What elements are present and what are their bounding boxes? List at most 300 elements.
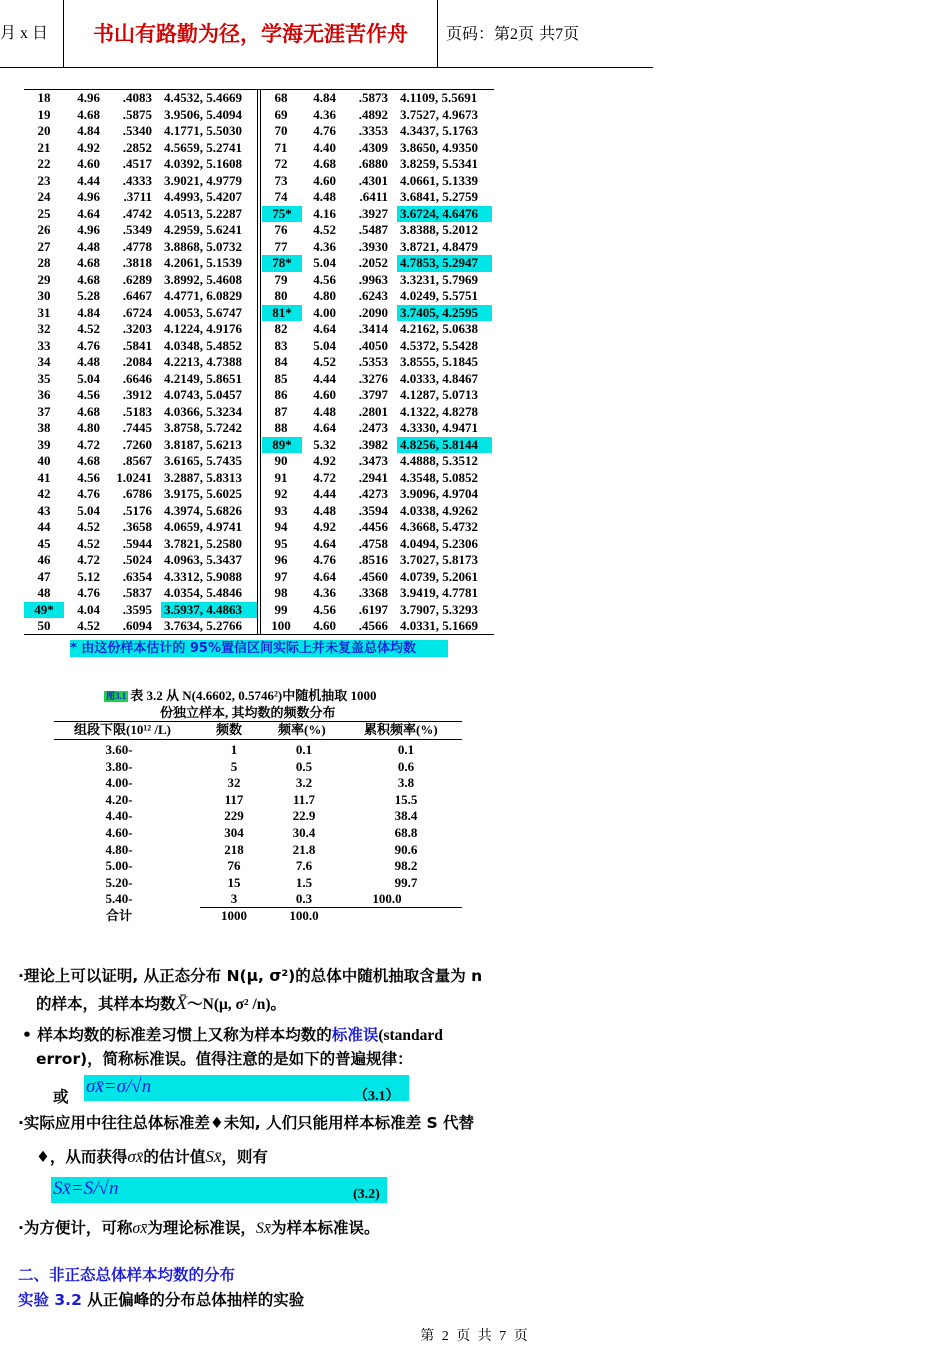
table-cell: 218	[224, 841, 244, 857]
table-cell: 3.80-	[105, 758, 133, 774]
table-cell: 1.0241	[116, 469, 152, 485]
table-cell: 4.44	[313, 486, 336, 501]
text: 为理论标准误，	[147, 1219, 256, 1237]
table-row	[54, 842, 462, 859]
table-row	[24, 90, 494, 107]
table-cell: .5875	[122, 106, 152, 122]
table-cell: 4.0333, 4.8467	[400, 370, 478, 386]
table-cell: 75*	[262, 206, 302, 223]
table-cell: 100	[271, 618, 291, 633]
table-cell: 3.8650, 4.9350	[400, 139, 478, 155]
table-cell: 4.16	[313, 205, 336, 221]
table-cell: 4.7853, 5.2947	[397, 255, 492, 272]
table-cell: 4.76	[77, 337, 100, 353]
table-cell: 3.9096, 4.9704	[400, 486, 478, 501]
table-cell: 46	[37, 552, 51, 567]
table-cell: 4.0659, 4.9741	[164, 519, 242, 534]
table-row	[24, 255, 494, 272]
table-cell: .6243	[358, 288, 388, 303]
table-cell: .3927	[358, 205, 388, 221]
table-cell: 5.04	[77, 370, 100, 386]
table-cell: 4.80-	[105, 841, 133, 857]
table-cell: 15.5	[394, 791, 418, 807]
table-cell: 4.76	[313, 123, 336, 138]
table-cell: .2090	[358, 304, 388, 320]
table-cell: 74	[274, 189, 288, 204]
table-cell: 68.8	[394, 825, 418, 840]
table-cell: 18	[37, 90, 51, 105]
table-row	[54, 891, 462, 908]
table-cell: 76	[227, 858, 241, 874]
table-cell: .2941	[358, 469, 388, 485]
table-cell: .6411	[359, 189, 388, 204]
table-row	[54, 759, 462, 776]
table-cell: .6724	[122, 304, 152, 320]
table-cell: 4.0513, 5.2287	[164, 205, 242, 221]
table-cell: 3.8868, 5.0732	[164, 238, 242, 254]
paragraph-practice-cont	[36, 1147, 268, 1167]
table-cell: 4.68	[77, 106, 100, 122]
table-cell: 4.2162, 5.0638	[400, 321, 478, 336]
table-cell: 4.1287, 5.0713	[400, 387, 478, 402]
table-cell: 4.52	[77, 618, 100, 633]
table-cell: 30	[37, 288, 51, 303]
table-cell: 41	[37, 469, 51, 485]
table-cell: 93	[274, 502, 288, 518]
formula-3-1-expr: σx̄=σ/√n	[86, 1076, 152, 1097]
table-cell: 47	[37, 568, 51, 584]
table-cell: 100.0	[372, 891, 402, 907]
table-cell: 3.2887, 5.8313	[164, 469, 242, 485]
table-row	[54, 875, 462, 892]
table-cell: 4.48	[77, 354, 100, 369]
table-row	[24, 470, 494, 487]
table-cell: 4.3330, 4.9471	[400, 420, 478, 435]
table-cell: .2852	[122, 139, 152, 155]
table-cell: .3353	[358, 123, 388, 138]
table-row	[24, 602, 494, 619]
table-cell: 22	[37, 156, 51, 171]
table-row	[24, 420, 494, 437]
table-cell: .5353	[358, 354, 388, 369]
table-cell: 4.1322, 4.8278	[400, 403, 478, 419]
paragraph-naming	[18, 1218, 380, 1239]
table-cell: 4.2959, 5.6241	[164, 222, 242, 237]
table-cell: .2473	[358, 420, 388, 435]
table-cell: .6289	[122, 271, 152, 287]
table-cell: 4.56	[313, 601, 336, 617]
table-cell: .8567	[122, 453, 152, 468]
table-cell: 5.20-	[105, 874, 133, 890]
page-header	[0, 0, 653, 68]
table-cell: 26	[37, 222, 51, 237]
table-cell: .3797	[358, 387, 388, 402]
col-header: 组段下限(10¹² /L)	[74, 722, 171, 737]
table-row	[24, 552, 494, 569]
table-cell: 4.4532, 5.4669	[164, 90, 242, 105]
table-cell: 20	[37, 123, 51, 138]
page-number: 2	[510, 26, 519, 43]
text: 的估计值	[143, 1148, 206, 1166]
sigma-xbar-symbol: σx̄	[132, 1220, 148, 1237]
table-cell: 4.00	[313, 304, 336, 320]
table-row	[24, 222, 494, 239]
text: 的样本，其样本均数	[36, 995, 176, 1013]
table-cell: 3.9419, 4.7781	[400, 585, 478, 600]
table-cell: 4.68	[77, 271, 100, 287]
sigma-xbar-symbol: σx̄	[127, 1147, 144, 1166]
table-cell	[369, 908, 443, 925]
table-cell: 3.8388, 5.2012	[400, 222, 478, 237]
table-cell: 合计	[105, 908, 132, 923]
table-row	[54, 825, 462, 842]
table-row	[24, 536, 494, 553]
table-cell: 4.76	[77, 486, 100, 501]
table-cell: 4.60	[313, 172, 336, 188]
table-cell: 0.3	[295, 891, 313, 907]
table-cell: .5837	[122, 585, 152, 600]
col-header: 累积频率(%)	[364, 722, 438, 737]
table-cell: .7445	[122, 420, 152, 435]
text: ～N(μ, σ² /n)。	[187, 996, 287, 1013]
table-cell: 32	[37, 321, 51, 336]
ci-table-note: * 由这份样本估计的 95%置信区间实际上并未复盖总体均数	[70, 640, 448, 657]
table-cell: 4.48	[313, 189, 336, 204]
table-cell: 23	[37, 172, 51, 188]
freq-table-title-text: 表 3.2 从 N(4.6602, 0.5746²)中随机抽取 1000	[130, 688, 377, 703]
table-cell: 3.7027, 5.8173	[400, 552, 478, 567]
table-cell: 4.56	[313, 271, 336, 287]
table-cell: 3.8992, 5.4608	[164, 271, 242, 287]
table-cell: 99.7	[394, 874, 418, 890]
table-cell: 4.60-	[105, 825, 133, 840]
table-row	[24, 123, 494, 140]
table-cell: 35	[37, 370, 51, 386]
table-row	[24, 288, 494, 305]
table-row	[24, 305, 494, 322]
table-cell: 4.0053, 5.6747	[164, 304, 242, 320]
table-cell: 38	[37, 420, 51, 435]
freq-table-sum-rule	[200, 907, 462, 908]
table-cell: .5349	[122, 222, 152, 237]
or-label: 或	[53, 1088, 69, 1106]
table-cell: .6354	[122, 568, 152, 584]
table-cell: 79	[274, 271, 288, 287]
table-cell: 5.04	[313, 255, 336, 270]
table-cell: 5.28	[77, 288, 100, 303]
table-row	[24, 156, 494, 173]
table-cell: .6880	[358, 156, 388, 171]
formula-3-2-number: (3.2)	[353, 1187, 380, 1202]
table-cell: 4.00-	[105, 775, 133, 791]
table-cell: 4.1224, 4.9176	[164, 321, 242, 336]
formula-3-2	[51, 1177, 387, 1203]
table-cell: .6467	[122, 288, 152, 303]
table-cell: 117	[224, 791, 244, 807]
page-label: 页码：第	[446, 24, 511, 43]
table-cell: 89*	[262, 437, 302, 454]
table-cell: 4.96	[77, 222, 100, 237]
table-cell: 33	[37, 337, 51, 353]
text: ·为方便计，可称	[18, 1219, 133, 1237]
table-cell: 1	[230, 742, 238, 757]
table-cell: 4.8256, 5.8144	[397, 437, 492, 454]
table-cell: 98	[274, 585, 288, 600]
table-cell: 48	[37, 585, 51, 600]
table-cell: 31	[37, 304, 51, 320]
table-cell: 4.2061, 5.1539	[164, 255, 242, 270]
table-cell: 0.6	[397, 758, 415, 774]
table-cell: 4.3437, 5.1763	[400, 123, 478, 138]
table-cell: 0.5	[295, 758, 313, 774]
table-cell: 4.52	[313, 222, 336, 237]
table-cell: 4.72	[77, 436, 100, 452]
table-cell: 4.0494, 5.2306	[400, 535, 478, 551]
table-cell: 3.8555, 5.1845	[400, 354, 478, 369]
table-cell: 5.04	[313, 337, 336, 353]
table-cell: .5841	[122, 337, 152, 353]
table-cell: 28	[37, 255, 51, 270]
table-cell: 21	[37, 139, 51, 155]
table-cell: .4778	[122, 238, 152, 254]
table-cell: 98.2	[394, 858, 418, 874]
table-row	[24, 239, 494, 256]
table-cell: 4.4771, 6.0829	[164, 288, 242, 303]
table-cell: .3276	[358, 370, 388, 386]
table-cell: .4517	[122, 156, 152, 171]
table-cell: .3595	[122, 601, 152, 617]
table-cell: .8516	[358, 552, 388, 567]
table-cell: 4.92	[77, 139, 100, 155]
total-row	[54, 908, 462, 925]
table-cell: 4.76	[313, 552, 336, 567]
table-cell: 94	[274, 519, 288, 534]
table-cell: .4892	[358, 106, 388, 122]
table-cell: 3.9175, 5.6025	[164, 486, 242, 501]
paragraph-se-cont: error)，简称标准误。值得注意的是如下的普遍规律：	[36, 1050, 413, 1068]
table-cell: 49*	[24, 602, 64, 619]
table-cell: .6094	[122, 618, 152, 633]
table-cell: 4.64	[77, 205, 100, 221]
table-cell: 4.3974, 5.6826	[164, 502, 242, 518]
table-cell: 82	[274, 321, 288, 336]
table-cell: .4050	[358, 337, 388, 353]
table-cell: 71	[274, 139, 288, 155]
table-cell: 15	[227, 874, 241, 890]
table-cell: 22.9	[292, 808, 316, 824]
table-cell: 100.0	[289, 908, 319, 923]
col-header: 频率(%)	[278, 722, 326, 737]
table-cell: 4.68	[77, 403, 100, 419]
table-row	[24, 503, 494, 520]
table-cell: .3594	[358, 502, 388, 518]
table-cell: 4.0338, 4.9262	[400, 502, 478, 518]
table-cell: 90.6	[394, 841, 418, 857]
table-cell: 5	[230, 758, 238, 774]
table-row	[24, 486, 494, 503]
experiment-text: 从正偏峰的分布总体抽样的实验	[81, 1291, 305, 1309]
table-cell: .4083	[122, 90, 152, 105]
table-cell: 4.52	[77, 321, 100, 336]
table-cell: 3.60-	[105, 742, 133, 757]
term-standard-error: 标准误	[331, 1026, 379, 1044]
table-cell: 84	[274, 354, 288, 369]
table-cell: 7.6	[295, 858, 313, 874]
table-cell: 97	[274, 568, 288, 584]
formula-3-1-number: （3.1）	[354, 1089, 400, 1104]
table-cell: 4.0249, 5.5751	[400, 288, 478, 303]
table-cell: 4.68	[77, 255, 100, 270]
table-cell: 4.56	[77, 387, 100, 402]
table-cell: .3368	[358, 585, 388, 600]
table-cell: 4.80	[313, 288, 336, 303]
header-page-info	[446, 0, 579, 68]
table-cell: .3930	[358, 238, 388, 254]
table-cell: 4.4888, 5.3512	[400, 453, 478, 468]
table-cell: 3.7907, 5.3293	[400, 601, 478, 617]
table-cell: 4.60	[77, 156, 100, 171]
table-cell: 32	[227, 775, 241, 791]
mean-symbol: X̄	[175, 993, 188, 1014]
table-cell: 4.92	[313, 519, 336, 534]
table-row	[24, 437, 494, 454]
table-cell: 34	[37, 354, 51, 369]
table-cell: 3.8259, 5.5341	[400, 156, 478, 171]
table-cell: 4.5372, 5.5428	[400, 337, 478, 353]
table-cell: .5340	[122, 123, 152, 138]
table-cell: 3.7821, 5.2580	[164, 535, 242, 551]
table-cell: 4.96	[77, 90, 100, 105]
table-cell: 4.64	[313, 535, 336, 551]
table-cell: 68	[274, 90, 288, 105]
table-cell: 4.3548, 5.0852	[400, 469, 478, 485]
table-cell: 229	[224, 808, 244, 824]
table-row	[24, 387, 494, 404]
table-cell: .5487	[358, 222, 388, 237]
table-cell: 5.00-	[105, 858, 133, 874]
freq-table-title	[104, 687, 376, 704]
table-cell: 4.80	[77, 420, 100, 435]
table-cell: 90	[274, 453, 288, 468]
table-cell: 45	[37, 535, 51, 551]
table-cell: 3.8721, 4.8479	[400, 238, 478, 254]
table-cell: 86	[274, 387, 288, 402]
table-cell: 4.0366, 5.3234	[164, 403, 242, 419]
table-cell: 4.84	[313, 90, 336, 105]
figure-tag[interactable]: 图3.1	[106, 691, 127, 701]
table-cell: 4.56	[77, 469, 100, 485]
table-row	[24, 321, 494, 338]
table-cell: 27	[37, 238, 51, 254]
table-cell: 1000	[221, 908, 247, 923]
table-cell: 36	[37, 387, 51, 402]
experiment-heading	[18, 1290, 304, 1310]
table-cell: 4.68	[77, 453, 100, 468]
table-cell: .9963	[358, 271, 388, 287]
table-cell: 4.64	[313, 420, 336, 435]
text: (standard	[378, 1027, 443, 1044]
section-heading: 二、非正态总体样本均数的分布	[18, 1266, 236, 1284]
table-cell: .2801	[358, 403, 388, 419]
table-cell: 4.0354, 5.4846	[164, 585, 242, 600]
paragraph-se	[22, 1025, 443, 1046]
table-cell: 44	[37, 519, 51, 534]
table-cell: 4.52	[77, 535, 100, 551]
table-cell: .4566	[358, 618, 388, 633]
table-cell: 4.36	[313, 238, 336, 254]
header-motto: 书山有路勤为径，学海无涯苦作舟	[64, 0, 438, 68]
table-row	[24, 453, 494, 470]
table-row	[24, 519, 494, 536]
table-cell: 3.8187, 5.6213	[164, 436, 242, 452]
table-cell: 4.04	[77, 601, 100, 617]
table-cell: 4.44	[77, 172, 100, 188]
table-cell: 4.92	[313, 453, 336, 468]
table-cell: 70	[274, 123, 288, 138]
page-footer: 第 2 页 共 7 页	[420, 1329, 530, 1344]
table-row	[24, 173, 494, 190]
table-cell: 78*	[262, 255, 302, 272]
table-cell: .3912	[122, 387, 152, 402]
page-mid: 页 共	[518, 24, 556, 43]
table-cell: 4.76	[77, 585, 100, 600]
table-cell: 4.84	[77, 304, 100, 320]
table-cell: .4456	[358, 519, 388, 534]
table-cell: 4.1771, 5.5030	[164, 123, 242, 138]
table-cell: 0.1	[397, 742, 415, 757]
table-cell: 3.7405, 4.2595	[397, 305, 492, 322]
table-row	[54, 775, 462, 792]
table-cell: 4.60	[313, 618, 336, 633]
table-cell: 3.3231, 5.7969	[400, 271, 478, 287]
table-cell: 69	[274, 106, 288, 122]
table-cell: 4.64	[313, 321, 336, 336]
table-cell: 3.8	[397, 775, 415, 791]
table-cell: 3.7634, 5.2766	[164, 618, 242, 633]
formula-3-1	[84, 1075, 409, 1104]
table-cell: 85	[274, 370, 288, 386]
table-cell: 21.8	[292, 841, 316, 857]
table-cell: .5183	[122, 403, 152, 419]
table-cell: 4.72	[77, 552, 100, 567]
table-cell: 3.7527, 4.9673	[400, 106, 478, 122]
table-cell: 4.0331, 5.1669	[400, 618, 478, 633]
table-row	[24, 206, 494, 223]
table-cell: .3982	[358, 436, 388, 452]
table-cell: 4.44	[313, 370, 336, 386]
paragraph-practice: ·实际应用中往往总体标准差♦未知, 人们只能用样本标准差 S 代替	[18, 1114, 475, 1132]
table-cell: .4301	[358, 172, 388, 188]
table-cell: 4.36	[313, 106, 336, 122]
table-cell: 4.0661, 5.1339	[400, 172, 478, 188]
table-cell: 99	[274, 601, 288, 617]
table-row	[24, 371, 494, 388]
table-row	[24, 618, 494, 635]
table-cell: 4.68	[313, 156, 336, 171]
table-cell: 4.40-	[105, 808, 133, 824]
formula-3-2-expr: Sx̄=S/√n	[53, 1178, 119, 1199]
table-cell: 4.52	[77, 519, 100, 534]
table-cell: .4560	[358, 568, 388, 584]
table-cell: .3658	[122, 519, 152, 534]
s-xbar-symbol: Sx̄	[205, 1147, 222, 1166]
col-header: 频数	[216, 722, 243, 737]
table-cell: 3.6724, 4.6476	[397, 206, 492, 223]
table-cell: 4.48	[313, 403, 336, 419]
table-cell: 81*	[262, 305, 302, 322]
table-cell: .4758	[358, 535, 388, 551]
table-cell: 0.1	[295, 742, 313, 757]
